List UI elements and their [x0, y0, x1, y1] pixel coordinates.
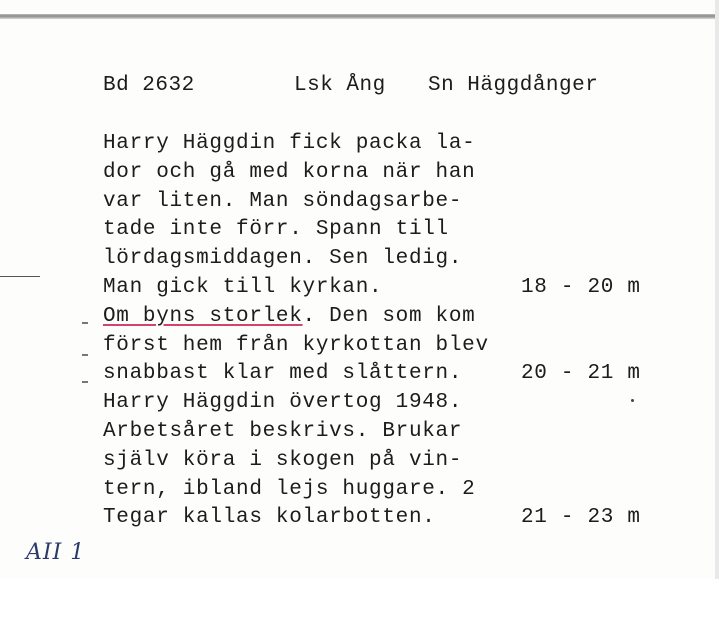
- text-line: tade inte förr. Spann till: [103, 218, 449, 242]
- card-top-edge: [0, 14, 719, 19]
- text-line: först hem från kyrkottan blev: [103, 333, 489, 357]
- text-line: själv köra i skogen på vin-: [103, 448, 463, 472]
- margin-dash: [82, 354, 88, 356]
- time-range: 21 - 23 m: [521, 506, 641, 530]
- text-line: Tegar kallas kolarbotten. 21 - 23 m: [103, 504, 663, 533]
- text-line: Harry Häggdin fick packa la-: [103, 132, 476, 155]
- handwritten-note: AII 1: [26, 540, 86, 565]
- card-category: Lsk Ång: [294, 74, 386, 97]
- text-line: dor och gå med korna när han: [103, 160, 476, 184]
- text-line: Harry Häggdin övertog 1948.: [103, 391, 463, 415]
- card-body: [103, 130, 663, 533]
- card-right-edge: [715, 0, 719, 579]
- card-id: Bd 2632: [103, 74, 195, 97]
- time-range: 18 - 20 m: [521, 275, 641, 299]
- text-line: tern, ibland lejs huggare. 2: [103, 477, 476, 501]
- underlined-topic: Om byns storlek: [103, 304, 303, 328]
- text-line: Man gick till kyrkan. 18 - 20 m: [103, 274, 663, 303]
- text-line: snabbast klar med slåttern. 20 - 21 m: [103, 360, 663, 389]
- text-line: var liten. Man söndagsarbe-: [103, 189, 463, 213]
- margin-dash: [82, 322, 88, 324]
- time-range: 20 - 21 m: [521, 362, 641, 386]
- text-line: lördagsmiddagen. Sen ledig.: [103, 247, 463, 271]
- card-parish: Sn Häggdånger: [428, 74, 599, 97]
- text-line: Om byns storlek. Den som kom: [103, 304, 476, 328]
- margin-dash: [82, 381, 88, 383]
- margin-tick: [0, 276, 40, 277]
- text-line: Arbetsåret beskrivs. Brukar: [103, 419, 463, 443]
